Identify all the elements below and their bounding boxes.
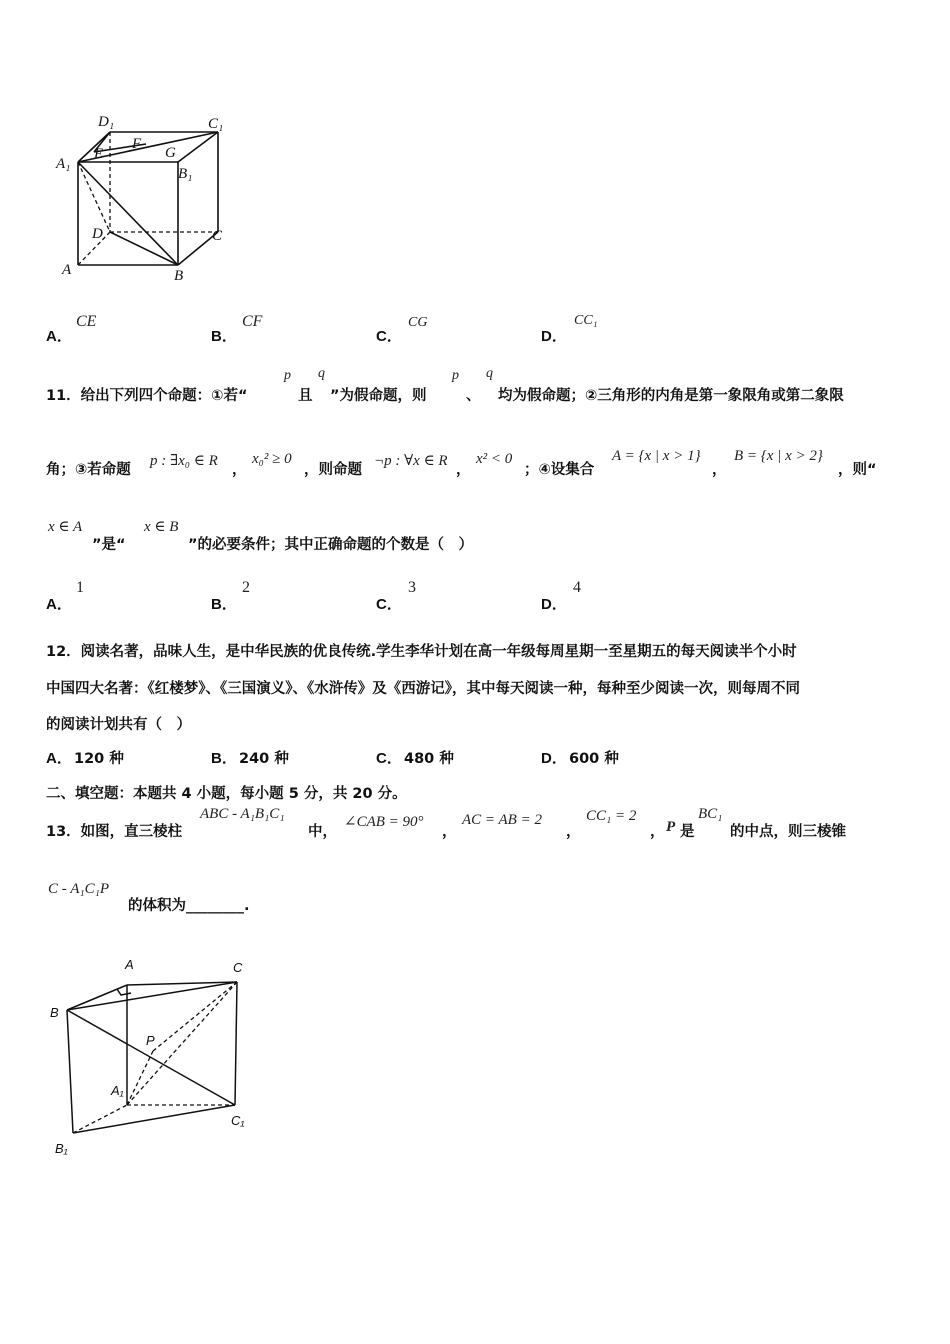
q13-text: 是	[680, 824, 695, 840]
label-c: C	[233, 960, 243, 975]
option-label: C．	[376, 596, 402, 613]
q12-line: 的阅读计划共有（ ）	[46, 717, 191, 733]
option-value: 240 种	[239, 751, 289, 767]
option-label: B．	[211, 750, 237, 767]
option-label: D．	[541, 750, 567, 767]
q11-math: p	[452, 368, 459, 383]
q13-math: ∠CAB = 90°	[344, 814, 424, 830]
label-b1: B₁	[178, 166, 193, 182]
label-c1: C₁	[208, 116, 224, 132]
q11-math: B = {x | x > 2}	[734, 448, 823, 464]
cube-figure	[50, 110, 240, 290]
label-b: B	[174, 268, 184, 284]
q11-text: 且	[298, 388, 313, 404]
q13-text: 的中点，则三棱锥	[730, 824, 846, 840]
q11-text: ”为假命题，则	[330, 388, 427, 404]
label-b: B	[50, 1005, 59, 1020]
option-label: A．	[46, 596, 72, 613]
q11-text: ”的必要条件；其中正确命题的个数是（ ）	[188, 537, 474, 553]
q13-text: 13．如图，直三棱柱	[46, 824, 183, 840]
option-value: 600 种	[569, 751, 619, 767]
option-value: 4	[573, 579, 581, 596]
q13-math: BC₁	[698, 806, 723, 822]
q13-point: P	[666, 819, 676, 835]
q11-math: p	[284, 368, 291, 383]
q13-math: AC = AB = 2	[462, 812, 542, 828]
q11-text: ；④设集合	[524, 462, 595, 478]
q11-text: 11．给出下列四个命题：①若“	[46, 388, 248, 404]
label-d: D	[92, 226, 103, 242]
label-e: E	[94, 146, 104, 162]
option-label: A．	[46, 750, 72, 767]
label-d1: D₁	[98, 114, 115, 130]
q13-text: ，	[566, 824, 581, 840]
label-p: P	[146, 1033, 155, 1048]
q12-line: 12．阅读名著，品味人生，是中华民族的优良传统.学生李华计划在高一年级每周星期一至星期五的每天阅读半个小时	[46, 644, 797, 660]
q11-math: p : ∃x₀ ∈ R	[150, 453, 218, 469]
option-value: CF	[242, 313, 263, 330]
q12-line: 中国四大名著：《红楼梦》、《三国演义》、《水浒传》及《西游记》，其中每天阅读一种，每种至少阅读一次，则每周不同	[46, 681, 800, 697]
option-value: CE	[76, 313, 97, 330]
q13-math: CC₁ = 2	[586, 808, 637, 824]
option-value: 120 种	[74, 751, 124, 767]
q11-text: ，	[456, 462, 471, 478]
q11-text: ，	[712, 462, 727, 478]
label-b1: B₁	[55, 1141, 68, 1156]
q11-text: 均为假命题；②三角形的内角是第一象限角或第二象限	[498, 388, 844, 404]
option-value: 1	[76, 579, 84, 596]
option-value: 2	[242, 579, 250, 596]
label-f: F	[132, 136, 142, 152]
label-c: C	[212, 228, 223, 244]
label-a: A	[125, 957, 134, 972]
q11-math: x ∈ B	[144, 519, 179, 535]
label-c1: C₁	[231, 1113, 245, 1128]
q13-math: C - A₁C₁P	[48, 881, 109, 897]
option-value: 3	[408, 579, 416, 596]
prism-figure	[45, 955, 260, 1165]
section-title: 二、填空题：本题共 4 小题，每小题 5 分，共 20 分。	[46, 786, 407, 802]
q11-math: q	[318, 366, 325, 381]
label-a1: A₁	[111, 1083, 124, 1098]
q11-math: x ∈ A	[48, 519, 83, 535]
q11-text: ”是“	[92, 537, 126, 553]
q11-text: 、	[466, 388, 481, 404]
option-label: D．	[541, 328, 567, 345]
option-value: CG	[408, 315, 428, 330]
q11-math: ¬p : ∀x ∈ R	[374, 453, 448, 469]
q11-math: q	[486, 366, 493, 381]
option-label: A．	[46, 328, 72, 345]
q13-text: ，	[442, 824, 457, 840]
q11-math: A = {x | x > 1}	[612, 448, 701, 464]
q11-math: x₀² ≥ 0	[252, 451, 292, 467]
option-label: D．	[541, 596, 567, 613]
q13-text: 的体积为________.	[128, 898, 250, 914]
q13-text: ，	[650, 824, 665, 840]
q13-text: 中，	[308, 824, 337, 840]
q13-math: ABC - A₁B₁C₁	[200, 806, 285, 822]
option-label: B．	[211, 328, 237, 345]
q11-text: ，	[232, 462, 247, 478]
option-value: 480 种	[404, 751, 454, 767]
q11-text: ，则“	[838, 462, 877, 478]
option-label: C．	[376, 328, 402, 345]
option-label: C．	[376, 750, 402, 767]
q11-text: ，则命题	[304, 462, 362, 478]
label-a: A	[62, 262, 72, 278]
option-label: B．	[211, 596, 237, 613]
label-g: G	[165, 145, 176, 161]
label-a1: A₁	[56, 156, 71, 172]
option-value: CC₁	[574, 313, 598, 328]
q11-text: 角；③若命题	[46, 462, 131, 478]
q11-math: x² < 0	[476, 451, 513, 467]
